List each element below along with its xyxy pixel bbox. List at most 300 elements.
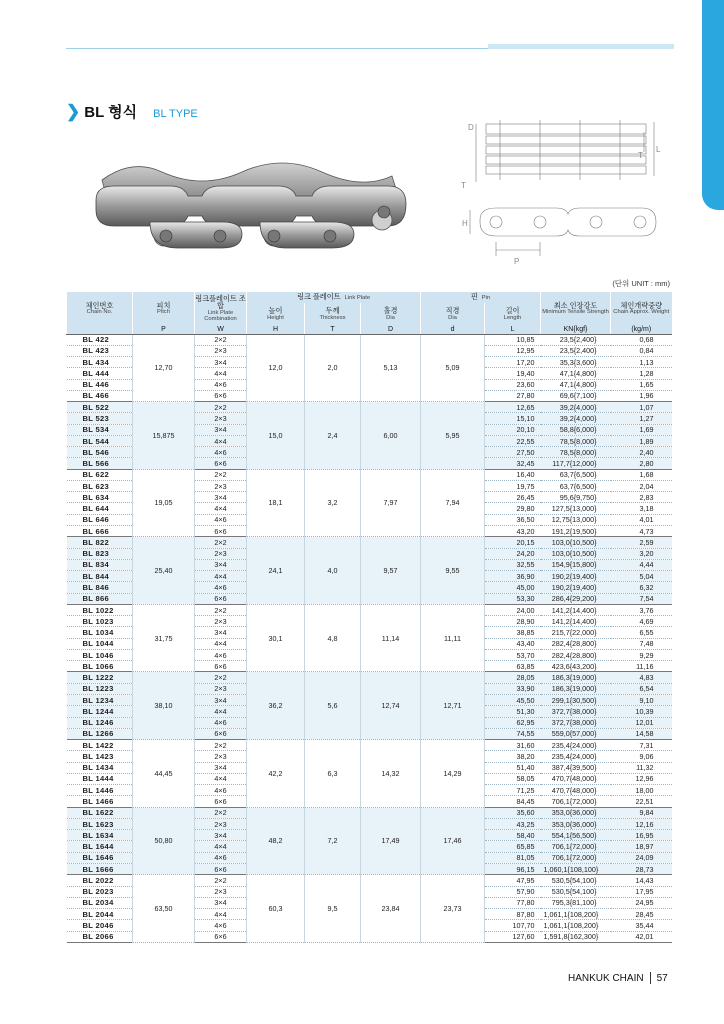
table-row: [67, 807, 672, 818]
chain-number-cell: BL 1244: [67, 706, 133, 717]
combination-cell: 4×6: [195, 920, 247, 931]
weight-cell: 1,28: [611, 368, 672, 379]
hole-dia-cell: 12,74: [361, 672, 421, 740]
dim-label-p: P: [514, 257, 520, 266]
pin-dia-cell: 11,11: [421, 604, 485, 672]
tensile-strength-cell: 559,0{57,000}: [541, 728, 611, 739]
pin-length-cell: 53,70: [485, 649, 541, 660]
tensile-strength-cell: 23,5{2,400}: [541, 345, 611, 356]
chain-dimension-diagram: [456, 112, 670, 272]
pin-dia-cell: 14,29: [421, 740, 485, 808]
weight-cell: 14,58: [611, 728, 672, 739]
combination-cell: 3×4: [195, 897, 247, 908]
pin-length-cell: 12,95: [485, 345, 541, 356]
hole-dia-cell: 14,32: [361, 740, 421, 808]
combination-cell: 2×3: [195, 548, 247, 559]
pin-dia-cell: 7,94: [421, 469, 485, 537]
pin-length-cell: 96,15: [485, 863, 541, 874]
weight-cell: 6,55: [611, 627, 672, 638]
tensile-strength-cell: 282,4{28,800}: [541, 649, 611, 660]
chain-number-cell: BL 634: [67, 492, 133, 503]
pitch-cell: 12,70: [133, 334, 195, 402]
combination-cell: 4×6: [195, 379, 247, 390]
chain-number-cell: BL 834: [67, 559, 133, 570]
table-row: [67, 402, 672, 413]
chain-number-cell: BL 566: [67, 458, 133, 469]
weight-cell: 18,97: [611, 841, 672, 852]
weight-cell: 4,01: [611, 514, 672, 525]
weight-cell: 1,96: [611, 390, 672, 401]
chain-number-cell: BL 1466: [67, 796, 133, 807]
sym-kgm: (kg/m): [611, 325, 672, 334]
chain-number-cell: BL 1046: [67, 649, 133, 660]
table-row: [67, 469, 672, 480]
pin-length-cell: 45,00: [485, 582, 541, 593]
pin-length-cell: 31,60: [485, 740, 541, 751]
pin-length-cell: 15,10: [485, 413, 541, 424]
weight-cell: 12,96: [611, 773, 672, 784]
dim-label-t1: T: [461, 181, 466, 190]
combination-cell: 2×3: [195, 683, 247, 694]
combination-cell: 3×4: [195, 559, 247, 570]
chain-number-cell: BL 644: [67, 503, 133, 514]
table-row: [67, 740, 672, 751]
chain-number-cell: BL 1222: [67, 672, 133, 683]
chain-number-cell: BL 2034: [67, 897, 133, 908]
chain-number-cell: BL 1666: [67, 863, 133, 874]
chain-group: [67, 402, 672, 470]
pin-dia-cell: 5,09: [421, 334, 485, 402]
tensile-strength-cell: 117,7{12,000}: [541, 458, 611, 469]
tensile-strength-cell: 154,9{15,800}: [541, 559, 611, 570]
table-row: [67, 875, 672, 886]
combination-cell: 2×3: [195, 345, 247, 356]
page-footer: [568, 972, 668, 984]
chain-number-cell: BL 2044: [67, 909, 133, 920]
weight-cell: 11,16: [611, 661, 672, 672]
tensile-strength-cell: 530,5{54,100}: [541, 886, 611, 897]
chain-number-cell: BL 1246: [67, 717, 133, 728]
weight-cell: 2,59: [611, 537, 672, 548]
chain-number-cell: BL 534: [67, 424, 133, 435]
thickness-cell: 2,0: [305, 334, 361, 402]
height-cell: 36,2: [247, 672, 305, 740]
combination-cell: 2×2: [195, 334, 247, 345]
pin-length-cell: 33,90: [485, 683, 541, 694]
combination-cell: 4×6: [195, 447, 247, 458]
combination-cell: 4×6: [195, 852, 247, 863]
pin-length-cell: 43,20: [485, 526, 541, 537]
pin-length-cell: 45,50: [485, 695, 541, 706]
combination-cell: 6×6: [195, 390, 247, 401]
pin-length-cell: 57,90: [485, 886, 541, 897]
combination-cell: 4×4: [195, 841, 247, 852]
pin-length-cell: 24,20: [485, 548, 541, 559]
table-row: [67, 604, 672, 615]
section-tab: [702, 0, 724, 210]
combination-cell: 6×6: [195, 526, 247, 537]
combination-cell: 4×6: [195, 649, 247, 660]
weight-cell: 1,68: [611, 469, 672, 480]
height-cell: 12,0: [247, 334, 305, 402]
weight-cell: 3,76: [611, 604, 672, 615]
tensile-strength-cell: 69,6{7,100}: [541, 390, 611, 401]
dim-label-l: L: [656, 145, 661, 154]
tensile-strength-cell: 286,4{29,200}: [541, 593, 611, 604]
tensile-strength-cell: 127,5{13,000}: [541, 503, 611, 514]
chain-number-cell: BL 823: [67, 548, 133, 559]
tensile-strength-cell: 423,6{43,200}: [541, 661, 611, 672]
combination-cell: 6×6: [195, 931, 247, 942]
tensile-strength-cell: 23,5{2,400}: [541, 334, 611, 345]
pin-length-cell: 63,85: [485, 661, 541, 672]
tensile-strength-cell: 186,3{19,000}: [541, 683, 611, 694]
header-pitch: 피치 Pitch: [133, 292, 195, 325]
tensile-strength-cell: 103,0{10,500}: [541, 537, 611, 548]
header-bar: [488, 44, 674, 49]
section-title-ko: BL 형식: [84, 104, 138, 121]
chain-number-cell: BL 844: [67, 571, 133, 582]
pin-length-cell: 65,85: [485, 841, 541, 852]
tensile-strength-cell: 387,4{39,500}: [541, 762, 611, 773]
weight-cell: 2,80: [611, 458, 672, 469]
chain-number-cell: BL 423: [67, 345, 133, 356]
section-title: [66, 101, 198, 122]
weight-cell: 22,51: [611, 796, 672, 807]
tensile-strength-cell: 191,2{19,500}: [541, 526, 611, 537]
sym-pin-d: d: [421, 325, 485, 334]
combination-cell: 2×2: [195, 740, 247, 751]
tensile-strength-cell: 141,2{14,400}: [541, 616, 611, 627]
sym-t: T: [305, 325, 361, 334]
dim-label-t2: T: [638, 151, 643, 160]
thickness-cell: 2,4: [305, 402, 361, 470]
hole-dia-cell: 11,14: [361, 604, 421, 672]
weight-cell: 6,54: [611, 683, 672, 694]
pitch-cell: 50,80: [133, 807, 195, 875]
thickness-cell: 4,8: [305, 604, 361, 672]
weight-cell: 2,04: [611, 480, 672, 491]
chain-number-cell: BL 1066: [67, 661, 133, 672]
unit-note: (단위 UNIT : mm): [612, 279, 670, 288]
hole-dia-cell: 6,00: [361, 402, 421, 470]
sym-p: P: [133, 325, 195, 334]
chain-number-cell: BL 1044: [67, 638, 133, 649]
height-cell: 42,2: [247, 740, 305, 808]
chain-number-cell: BL 1646: [67, 852, 133, 863]
pin-length-cell: 28,90: [485, 616, 541, 627]
tensile-strength-cell: 1,591,8{162,300}: [541, 931, 611, 942]
pitch-cell: 31,75: [133, 604, 195, 672]
pin-length-cell: 77,80: [485, 897, 541, 908]
tensile-strength-cell: 299,1{30,500}: [541, 695, 611, 706]
footer-brand: HANKUK CHAIN: [568, 972, 644, 984]
table-row: [67, 672, 672, 683]
combination-cell: 2×3: [195, 413, 247, 424]
combination-cell: 2×2: [195, 604, 247, 615]
chain-number-cell: BL 1034: [67, 627, 133, 638]
tensile-strength-cell: 12,75{13,000}: [541, 514, 611, 525]
chain-number-cell: BL 522: [67, 402, 133, 413]
combination-cell: 3×4: [195, 762, 247, 773]
combination-cell: 3×4: [195, 627, 247, 638]
header-strength: 최소 인장강도 Minimum Tensile Strength: [541, 292, 611, 325]
combination-cell: 4×4: [195, 638, 247, 649]
weight-cell: 17,95: [611, 886, 672, 897]
tensile-strength-cell: 47,1{4,800}: [541, 368, 611, 379]
pin-length-cell: 26,45: [485, 492, 541, 503]
sym-d: D: [361, 325, 421, 334]
weight-cell: 9,29: [611, 649, 672, 660]
pin-length-cell: 20,10: [485, 424, 541, 435]
combination-cell: 6×6: [195, 661, 247, 672]
pin-length-cell: 16,40: [485, 469, 541, 480]
weight-cell: 6,32: [611, 582, 672, 593]
tensile-strength-cell: 186,3{19,000}: [541, 672, 611, 683]
pin-length-cell: 51,30: [485, 706, 541, 717]
chain-number-cell: BL 666: [67, 526, 133, 537]
combination-cell: 6×6: [195, 863, 247, 874]
combination-cell: 4×4: [195, 773, 247, 784]
pin-length-cell: 10,85: [485, 334, 541, 345]
chain-number-cell: BL 1446: [67, 785, 133, 796]
header-pin-dia: 직경 Dia: [421, 303, 485, 325]
tensile-strength-cell: 47,1{4,800}: [541, 379, 611, 390]
pin-length-cell: 87,80: [485, 909, 541, 920]
combination-cell: 4×4: [195, 571, 247, 582]
tensile-strength-cell: 63,7{6,500}: [541, 480, 611, 491]
combination-cell: 2×2: [195, 672, 247, 683]
tensile-strength-cell: 353,0{36,000}: [541, 807, 611, 818]
header-link-plate: 링크 플레이트 Link Plate: [247, 292, 421, 303]
tensile-strength-cell: 235,4{24,000}: [541, 740, 611, 751]
combination-cell: 4×6: [195, 582, 247, 593]
chain-number-cell: BL 546: [67, 447, 133, 458]
chain-number-cell: BL 434: [67, 357, 133, 368]
pin-dia-cell: 5,95: [421, 402, 485, 470]
chain-number-cell: BL 446: [67, 379, 133, 390]
combination-cell: 6×6: [195, 458, 247, 469]
weight-cell: 1,69: [611, 424, 672, 435]
pin-length-cell: 20,15: [485, 537, 541, 548]
combination-cell: 4×4: [195, 435, 247, 446]
header-thickness: 두께 Thickness: [305, 303, 361, 325]
pin-dia-cell: 9,55: [421, 537, 485, 605]
pin-dia-cell: 23,73: [421, 875, 485, 943]
chain-group: [67, 672, 672, 740]
pin-length-cell: 35,60: [485, 807, 541, 818]
weight-cell: 1,65: [611, 379, 672, 390]
tensile-strength-cell: 706,1{72,000}: [541, 852, 611, 863]
weight-cell: 4,69: [611, 616, 672, 627]
thickness-cell: 3,2: [305, 469, 361, 537]
header-hole-dia: 홀경 Dia: [361, 303, 421, 325]
pin-length-cell: 51,40: [485, 762, 541, 773]
tensile-strength-cell: 215,7{22,000}: [541, 627, 611, 638]
weight-cell: 7,48: [611, 638, 672, 649]
weight-cell: 18,00: [611, 785, 672, 796]
chain-number-cell: BL 846: [67, 582, 133, 593]
pin-dia-cell: 12,71: [421, 672, 485, 740]
combination-cell: 6×6: [195, 796, 247, 807]
chain-number-cell: BL 544: [67, 435, 133, 446]
pin-length-cell: 27,80: [485, 390, 541, 401]
weight-cell: 14,43: [611, 875, 672, 886]
hole-dia-cell: 7,97: [361, 469, 421, 537]
pin-length-cell: 38,20: [485, 751, 541, 762]
thickness-cell: 7,2: [305, 807, 361, 875]
combination-cell: 4×6: [195, 785, 247, 796]
weight-cell: 16,95: [611, 830, 672, 841]
combination-cell: 2×2: [195, 402, 247, 413]
tensile-strength-cell: 103,0{10,500}: [541, 548, 611, 559]
sym-h: H: [247, 325, 305, 334]
combination-cell: 2×3: [195, 886, 247, 897]
header-chain-no: 체인번호 Chain No.: [67, 292, 133, 325]
chain-number-cell: BL 1423: [67, 751, 133, 762]
thickness-cell: 5,6: [305, 672, 361, 740]
sym-w: W: [195, 325, 247, 334]
combination-cell: 3×4: [195, 424, 247, 435]
tensile-strength-cell: 706,1{72,000}: [541, 796, 611, 807]
pin-length-cell: 23,60: [485, 379, 541, 390]
pin-length-cell: 29,80: [485, 503, 541, 514]
pitch-cell: 63,50: [133, 875, 195, 943]
combination-cell: 2×2: [195, 875, 247, 886]
weight-cell: 28,45: [611, 909, 672, 920]
chain-number-cell: BL 1622: [67, 807, 133, 818]
chain-photo: [92, 150, 410, 254]
weight-cell: 1,89: [611, 435, 672, 446]
combination-cell: 4×6: [195, 717, 247, 728]
height-cell: 30,1: [247, 604, 305, 672]
weight-cell: 24,09: [611, 852, 672, 863]
pin-length-cell: 32,55: [485, 559, 541, 570]
chain-group: [67, 604, 672, 672]
pin-length-cell: 22,55: [485, 435, 541, 446]
chain-number-cell: BL 1634: [67, 830, 133, 841]
tensile-strength-cell: 39,2{4,000}: [541, 402, 611, 413]
pin-length-cell: 36,90: [485, 571, 541, 582]
combination-cell: 4×4: [195, 503, 247, 514]
chain-number-cell: BL 2022: [67, 875, 133, 886]
sym-kn: KN{kgf}: [541, 325, 611, 334]
thickness-cell: 9,5: [305, 875, 361, 943]
combination-cell: 2×3: [195, 480, 247, 491]
tensile-strength-cell: 35,3{3,600}: [541, 357, 611, 368]
chain-number-cell: BL 1434: [67, 762, 133, 773]
sym-l: L: [485, 325, 541, 334]
tensile-strength-cell: 706,1{72,000}: [541, 841, 611, 852]
pin-length-cell: 43,25: [485, 818, 541, 829]
height-cell: 15,0: [247, 402, 305, 470]
chain-number-cell: BL 822: [67, 537, 133, 548]
pin-length-cell: 47,95: [485, 875, 541, 886]
combination-cell: 3×4: [195, 830, 247, 841]
tensile-strength-cell: 353,0{36,000}: [541, 818, 611, 829]
combination-cell: 2×3: [195, 751, 247, 762]
pin-length-cell: 53,30: [485, 593, 541, 604]
pin-length-cell: 32,45: [485, 458, 541, 469]
tensile-strength-cell: 1,061,1{108,200}: [541, 920, 611, 931]
tensile-strength-cell: 795,3{81,100}: [541, 897, 611, 908]
height-cell: 18,1: [247, 469, 305, 537]
weight-cell: 12,16: [611, 818, 672, 829]
weight-cell: 10,39: [611, 706, 672, 717]
combination-cell: 2×2: [195, 469, 247, 480]
tensile-strength-cell: 58,8{6,000}: [541, 424, 611, 435]
tensile-strength-cell: 554,1{56,500}: [541, 830, 611, 841]
chain-number-cell: BL 1023: [67, 616, 133, 627]
weight-cell: 1,13: [611, 357, 672, 368]
combination-cell: 3×4: [195, 357, 247, 368]
chain-number-cell: BL 523: [67, 413, 133, 424]
weight-cell: 28,73: [611, 863, 672, 874]
chain-group: [67, 740, 672, 808]
chain-number-cell: BL 2023: [67, 886, 133, 897]
pitch-cell: 25,40: [133, 537, 195, 605]
pin-length-cell: 27,50: [485, 447, 541, 458]
chain-number-cell: BL 1022: [67, 604, 133, 615]
weight-cell: 7,54: [611, 593, 672, 604]
pin-length-cell: 71,25: [485, 785, 541, 796]
weight-cell: 42,01: [611, 931, 672, 942]
pin-length-cell: 19,75: [485, 480, 541, 491]
combination-cell: 6×6: [195, 728, 247, 739]
weight-cell: 35,44: [611, 920, 672, 931]
weight-cell: 4,83: [611, 672, 672, 683]
weight-cell: 1,07: [611, 402, 672, 413]
pin-length-cell: 36,50: [485, 514, 541, 525]
tensile-strength-cell: 141,2{14,400}: [541, 604, 611, 615]
section-title-en: BL TYPE: [153, 108, 198, 120]
chain-number-cell: BL 1444: [67, 773, 133, 784]
chain-number-cell: BL 2066: [67, 931, 133, 942]
tensile-strength-cell: 78,5{8,000}: [541, 447, 611, 458]
chain-number-cell: BL 1266: [67, 728, 133, 739]
pitch-cell: 19,05: [133, 469, 195, 537]
combination-cell: 6×6: [195, 593, 247, 604]
height-cell: 24,1: [247, 537, 305, 605]
chevron-right-icon: ❯: [66, 102, 81, 121]
table-row: [67, 537, 672, 548]
chain-number-cell: BL 422: [67, 334, 133, 345]
combination-cell: 2×3: [195, 616, 247, 627]
height-cell: 48,2: [247, 807, 305, 875]
combination-cell: 2×3: [195, 818, 247, 829]
header-pin: 핀 Pin: [421, 292, 541, 303]
weight-cell: 0,84: [611, 345, 672, 356]
tensile-strength-cell: 470,7{48,000}: [541, 785, 611, 796]
weight-cell: 2,40: [611, 447, 672, 458]
chain-number-cell: BL 1644: [67, 841, 133, 852]
header-height: 높이 Height: [247, 303, 305, 325]
tensile-strength-cell: 190,2{19,400}: [541, 571, 611, 582]
pin-length-cell: 12,65: [485, 402, 541, 413]
weight-cell: 9,10: [611, 695, 672, 706]
tensile-strength-cell: 39,2{4,000}: [541, 413, 611, 424]
weight-cell: 3,18: [611, 503, 672, 514]
weight-cell: 9,84: [611, 807, 672, 818]
chain-number-cell: BL 1234: [67, 695, 133, 706]
chain-group: [67, 807, 672, 875]
hole-dia-cell: 17,49: [361, 807, 421, 875]
weight-cell: 3,20: [611, 548, 672, 559]
combination-cell: 4×4: [195, 368, 247, 379]
thickness-cell: 6,3: [305, 740, 361, 808]
weight-cell: 9,06: [611, 751, 672, 762]
header-symbol-row: [67, 325, 672, 334]
